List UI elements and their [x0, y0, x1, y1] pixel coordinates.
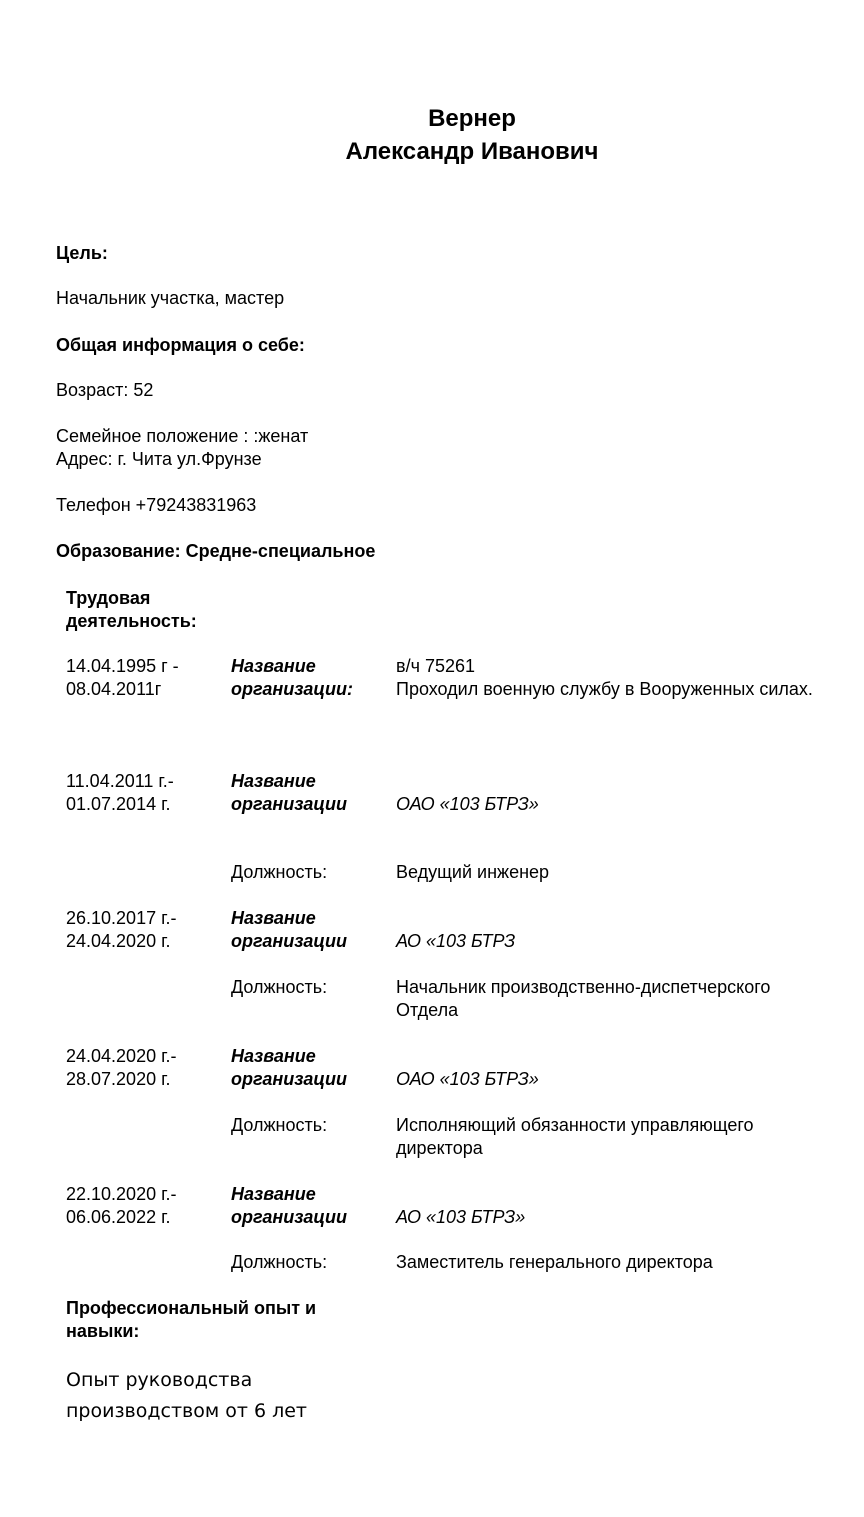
- full-name: Александр Иванович: [345, 138, 599, 165]
- work-entry-1-description: Проходил военную службу в Вооруженных силах.: [396, 679, 813, 699]
- skills-label: Профессиональный опыт и: [66, 1298, 317, 1318]
- work-entry-1-org-label-line2: организации:: [231, 679, 354, 699]
- work-entry-2-position: Ведущий инженер: [396, 862, 550, 882]
- skills-text: Опыт руководства: [66, 1369, 253, 1391]
- marital-status: Семейное положение : :женат: [56, 426, 309, 446]
- goal-label: Цель:: [56, 243, 108, 263]
- work-entry-4-position-line2: директора: [396, 1138, 483, 1158]
- work-entry-5-position: Заместитель генерального директора: [396, 1252, 713, 1272]
- work-entry-1-date-start: 14.04.1995 г -: [66, 656, 179, 676]
- work-entry-3-position-line2: Отдела: [396, 1000, 459, 1020]
- work-entry-1-org: в/ч 75261: [396, 656, 475, 676]
- work-entry-5-date-start: 22.10.2020 г.-: [66, 1184, 177, 1204]
- phone: Телефон +79243831963: [56, 495, 257, 515]
- work-entry-4-org: ОАО «103 БТРЗ»: [396, 1069, 539, 1089]
- work-entry-3-date-start: 26.10.2017 г.-: [66, 908, 177, 928]
- work-entry-5-date-end: 06.06.2022 г.: [66, 1207, 171, 1227]
- goal-value: Начальник участка, мастер: [56, 288, 285, 308]
- work-entry-3-org-label-line2: организации: [231, 931, 348, 951]
- work-entry-4-date-end: 28.07.2020 г.: [66, 1069, 171, 1089]
- work-entry-3-org: АО «103 БТРЗ: [396, 931, 516, 951]
- skills-text-line2: производством от 6 лет: [66, 1400, 307, 1422]
- work-entry-2-date-start: 11.04.2011 г.-: [66, 771, 174, 791]
- work-entry-2-date-end: 01.07.2014 г.: [66, 794, 171, 814]
- education: Образование: Средне-специальное: [56, 541, 376, 561]
- work-entry-5-org: АО «103 БТРЗ»: [396, 1207, 526, 1227]
- work-entry-5-position-label: Должность:: [231, 1252, 328, 1272]
- work-entry-4-position-label: Должность:: [231, 1115, 328, 1135]
- work-entry-3-position-label: Должность:: [231, 977, 328, 997]
- work-label: Трудовая: [66, 588, 151, 608]
- last-name: Вернер: [428, 105, 516, 132]
- address: Адрес: г. Чита ул.Фрунзе: [56, 449, 262, 469]
- work-entry-2-org: ОАО «103 БТРЗ»: [396, 794, 539, 814]
- work-entry-4-org-label-line2: организации: [231, 1069, 348, 1089]
- work-entry-2-org-label-line2: организации: [231, 794, 348, 814]
- work-entry-5-org-label: Название: [231, 1184, 316, 1204]
- work-entry-2-org-label: Название: [231, 771, 316, 791]
- work-entry-4-position: Исполняющий обязанности управляющего: [396, 1115, 754, 1135]
- work-entry-3-date-end: 24.04.2020 г.: [66, 931, 171, 951]
- skills-label-line2: навыки:: [66, 1321, 140, 1341]
- work-entry-2-position-label: Должность:: [231, 862, 328, 882]
- work-entry-3-org-label: Название: [231, 908, 316, 928]
- age: Возраст: 52: [56, 380, 154, 400]
- work-entry-4-org-label: Название: [231, 1046, 316, 1066]
- work-entry-3-position: Начальник производственно-диспетчерского: [396, 977, 771, 997]
- general-info-label: Общая информация о себе:: [56, 335, 305, 355]
- work-entry-4-date-start: 24.04.2020 г.-: [66, 1046, 177, 1066]
- work-entry-1-org-label: Название: [231, 656, 316, 676]
- work-entry-5-org-label-line2: организации: [231, 1207, 348, 1227]
- work-entry-1-date-end: 08.04.2011г: [66, 679, 162, 699]
- work-label-line2: деятельность:: [66, 611, 197, 631]
